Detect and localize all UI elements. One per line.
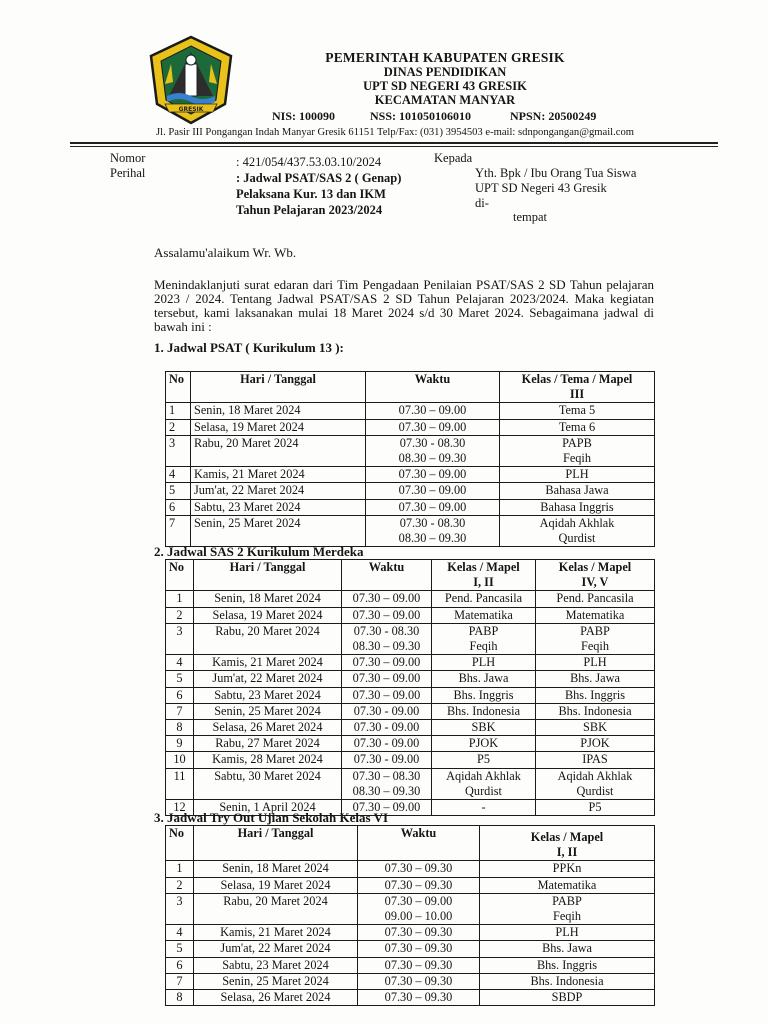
cell-line: 07.30 – 09.00 bbox=[352, 687, 421, 702]
row-subject bbox=[480, 893, 655, 924]
row-date: Senin, 25 Maret 2024 bbox=[194, 973, 358, 989]
row-subject-class-4-5 bbox=[536, 736, 655, 752]
cell-line: 07.30 – 09.30 bbox=[384, 877, 453, 892]
row-subject-class-4-5 bbox=[536, 768, 655, 799]
row-subject-class-1-2 bbox=[432, 752, 536, 768]
cell-line: 08.30 – 09.30 bbox=[398, 531, 467, 546]
table-row bbox=[166, 990, 655, 1006]
cell-line: 07.30 – 09.00 bbox=[352, 607, 421, 622]
cell-line: Matematika bbox=[565, 607, 625, 622]
row-time bbox=[358, 973, 480, 989]
tryout-table-body bbox=[166, 861, 655, 1006]
cell-line: 07.30 – 09.00 bbox=[384, 893, 453, 908]
cell-line: IPAS bbox=[582, 752, 608, 767]
row-date: Selasa, 19 Maret 2024 bbox=[194, 877, 358, 893]
row-number: 7 bbox=[166, 515, 191, 546]
recipient-line1: Yth. Bpk / Ibu Orang Tua Siswa bbox=[475, 166, 637, 180]
row-date: Kamis, 21 Maret 2024 bbox=[194, 655, 342, 671]
cell-line: 07.30 - 08.30 bbox=[399, 435, 466, 450]
sas-col-subject-a: Kelas / Mapel bbox=[432, 560, 536, 576]
greeting: Assalamu'alaikum Wr. Wb. bbox=[154, 245, 297, 260]
cell-line: Pend. Pancasila bbox=[444, 591, 523, 606]
perihal-line3: Tahun Pelajaran 2023/2024 bbox=[236, 203, 383, 217]
table-row bbox=[166, 925, 655, 941]
row-time bbox=[358, 861, 480, 877]
row-time bbox=[358, 990, 480, 1006]
table-row bbox=[166, 877, 655, 893]
table-row bbox=[166, 861, 655, 877]
letterhead bbox=[240, 51, 650, 107]
row-subject bbox=[480, 877, 655, 893]
psat-table bbox=[165, 371, 655, 547]
row-number: 6 bbox=[166, 499, 191, 515]
perihal-line1: : Jadwal PSAT/SAS 2 ( Genap) bbox=[236, 171, 402, 185]
row-subject bbox=[480, 990, 655, 1006]
cell-line: 08.30 – 09.30 bbox=[352, 639, 421, 654]
row-number: 8 bbox=[166, 990, 194, 1006]
perihal-line2: Pelaksana Kur. 13 dan IKM bbox=[236, 187, 386, 201]
sas-col-no: No bbox=[166, 560, 194, 591]
cell-line: 07.30 – 09.00 bbox=[352, 591, 421, 606]
row-subject-class-4-5 bbox=[536, 687, 655, 703]
cell-line: PABP bbox=[468, 623, 499, 638]
row-time bbox=[342, 752, 432, 768]
cell-line: 07.30 – 09.00 bbox=[352, 671, 421, 686]
row-number: 1 bbox=[166, 861, 194, 877]
cell-line: 07.30 – 09.00 bbox=[398, 419, 467, 434]
cell-line: 07.30 - 08.30 bbox=[399, 515, 466, 530]
table-row bbox=[166, 435, 655, 466]
row-subject-class-1-2 bbox=[432, 591, 536, 607]
cell-line: Aqidah Akhlak bbox=[557, 768, 633, 783]
row-number: 1 bbox=[166, 403, 191, 419]
recipient-line2: UPT SD Negeri 43 Gresik bbox=[475, 181, 607, 195]
npsn: NPSN: 20500249 bbox=[510, 109, 597, 123]
psat-col-subject-class: III bbox=[500, 387, 655, 403]
row-number: 7 bbox=[166, 703, 194, 719]
row-time bbox=[342, 671, 432, 687]
row-subject-class-1-2 bbox=[432, 671, 536, 687]
row-number: 3 bbox=[166, 623, 194, 654]
table-row bbox=[166, 483, 655, 499]
cell-line: 07.30 - 09.00 bbox=[353, 703, 420, 718]
row-date: Sabtu, 23 Maret 2024 bbox=[194, 687, 342, 703]
cell-line: Pend. Pancasila bbox=[556, 591, 634, 606]
row-date: Rabu, 20 Maret 2024 bbox=[191, 435, 366, 466]
nis: NIS: 100090 bbox=[272, 109, 336, 123]
sas-col-day: Hari / Tanggal bbox=[194, 560, 342, 591]
sas-table-body bbox=[166, 591, 655, 816]
table-row bbox=[166, 515, 655, 546]
cell-line: Feqih bbox=[562, 451, 591, 466]
table-row bbox=[166, 720, 655, 736]
row-subject bbox=[500, 515, 655, 546]
row-subject-class-4-5 bbox=[536, 623, 655, 654]
cell-line: Bhs. Indonesia bbox=[558, 703, 632, 718]
nss: NSS: 101050106010 bbox=[370, 109, 472, 123]
row-date: Senin, 18 Maret 2024 bbox=[191, 403, 366, 419]
row-subject bbox=[480, 861, 655, 877]
cell-line: Bahasa Jawa bbox=[545, 483, 609, 498]
row-time bbox=[342, 623, 432, 654]
row-date: Rabu, 20 Maret 2024 bbox=[194, 893, 358, 924]
row-date: Sabtu, 30 Maret 2024 bbox=[194, 768, 342, 799]
row-time bbox=[342, 720, 432, 736]
row-subject bbox=[500, 403, 655, 419]
psat-col-day: Hari / Tanggal bbox=[191, 372, 366, 403]
psat-header-row bbox=[166, 372, 655, 388]
tryout-col-time: Waktu bbox=[358, 826, 480, 861]
cell-line: Bhs. Inggris bbox=[564, 687, 626, 702]
row-subject-class-1-2 bbox=[432, 736, 536, 752]
cell-line: Qurdist bbox=[576, 783, 614, 798]
row-time bbox=[342, 607, 432, 623]
cell-line: 07.30 – 09.00 bbox=[352, 655, 421, 670]
row-number: 3 bbox=[166, 893, 194, 924]
intro-paragraph: Menindaklanjuti surat edaran dari Tim Pengadaan Penilaian PSAT/SAS 2 SD Tahun pelajaran 2023 / 2024. Tentang Jadwal PSAT/SAS 2 SD Tahun Pelajaran 2023/2024. Maka kegiatan tersebut, kami laksanakan mulai 18 Maret 2024 s/d 30 Maret 2024. Sebagaimana jadwal di bawah ini : bbox=[154, 277, 654, 334]
table-row bbox=[166, 499, 655, 515]
cell-line: 07.30 – 09.30 bbox=[384, 990, 453, 1005]
cell-line: Tema 6 bbox=[558, 419, 596, 434]
cell-line: PABP bbox=[580, 623, 610, 638]
psat-col-no: No bbox=[166, 372, 191, 403]
cell-line: 07.30 - 08.30 bbox=[353, 623, 420, 638]
row-subject-class-1-2 bbox=[432, 623, 536, 654]
row-number: 7 bbox=[166, 973, 194, 989]
row-number: 6 bbox=[166, 957, 194, 973]
row-number: 1 bbox=[166, 591, 194, 607]
sas-title: 2. Jadwal SAS 2 Kurikulum Merdeka bbox=[154, 544, 364, 559]
row-time bbox=[342, 768, 432, 799]
tryout-col-subject-class: I, II bbox=[480, 845, 655, 861]
cell-line: PABP bbox=[552, 893, 582, 908]
cell-line: Bhs. Inggris bbox=[453, 687, 514, 702]
row-subject-class-1-2 bbox=[432, 768, 536, 799]
cell-line: P5 bbox=[588, 800, 602, 815]
row-number: 5 bbox=[166, 671, 194, 687]
row-number: 4 bbox=[166, 925, 194, 941]
nomor-value: : 421/054/437.53.03.10/2024 bbox=[236, 155, 382, 169]
gresik-regency-logo bbox=[143, 34, 239, 126]
table-row bbox=[166, 607, 655, 623]
table-row bbox=[166, 957, 655, 973]
cell-line: 07.30 – 09.00 bbox=[398, 483, 467, 498]
cell-line: Tema 5 bbox=[558, 403, 596, 418]
table-row bbox=[166, 655, 655, 671]
row-date: Selasa, 19 Maret 2024 bbox=[194, 607, 342, 623]
row-time bbox=[358, 877, 480, 893]
cell-line: - bbox=[481, 800, 486, 815]
row-date: Jum'at, 22 Maret 2024 bbox=[191, 483, 366, 499]
cell-line: Bhs. Jawa bbox=[458, 671, 509, 686]
cell-line: 07.30 - 09.00 bbox=[353, 752, 420, 767]
cell-line: PJOK bbox=[468, 736, 499, 751]
cell-line: 07.30 – 09.30 bbox=[384, 941, 453, 956]
row-number: 4 bbox=[166, 467, 191, 483]
sas-table bbox=[165, 559, 655, 816]
row-time bbox=[342, 591, 432, 607]
cell-line: 07.30 – 09.30 bbox=[384, 957, 453, 972]
svg-text:GRESIK: GRESIK bbox=[178, 106, 204, 113]
cell-line: PLH bbox=[583, 655, 607, 670]
table-row bbox=[166, 941, 655, 957]
row-date: Rabu, 27 Maret 2024 bbox=[194, 736, 342, 752]
cell-line: Bhs. Indonesia bbox=[446, 703, 521, 718]
cell-line: Feqih bbox=[552, 909, 581, 924]
row-number: 5 bbox=[166, 483, 191, 499]
row-subject-class-4-5 bbox=[536, 607, 655, 623]
table-row bbox=[166, 703, 655, 719]
row-subject bbox=[480, 957, 655, 973]
row-subject-class-4-5 bbox=[536, 655, 655, 671]
row-date: Selasa, 19 Maret 2024 bbox=[191, 419, 366, 435]
table-row bbox=[166, 768, 655, 799]
row-subject bbox=[480, 973, 655, 989]
row-time bbox=[366, 467, 500, 483]
cell-line: SBK bbox=[583, 720, 607, 735]
row-subject-class-1-2 bbox=[432, 687, 536, 703]
cell-line: 07.30 – 09.00 bbox=[398, 403, 467, 418]
row-time bbox=[342, 736, 432, 752]
cell-line: P5 bbox=[477, 752, 490, 767]
cell-line: 07.30 – 09.30 bbox=[384, 861, 453, 876]
psat-table-body bbox=[166, 403, 655, 547]
letterhead-line1: PEMERINTAH KABUPATEN GRESIK bbox=[325, 50, 565, 65]
row-number: 4 bbox=[166, 655, 194, 671]
row-number: 11 bbox=[166, 768, 194, 799]
letterhead-line2: DINAS PENDIDIKAN bbox=[383, 65, 507, 79]
row-date: Senin, 18 Maret 2024 bbox=[194, 591, 342, 607]
table-row bbox=[166, 752, 655, 768]
table-row bbox=[166, 973, 655, 989]
letterhead-line3: UPT SD NEGERI 43 GRESIK bbox=[363, 79, 527, 93]
table-row bbox=[166, 591, 655, 607]
cell-line: Matematika bbox=[454, 607, 513, 622]
cell-line: 07.30 – 08.30 bbox=[352, 768, 421, 783]
row-date: Rabu, 20 Maret 2024 bbox=[194, 623, 342, 654]
row-subject-class-1-2 bbox=[432, 607, 536, 623]
sas-col-time: Waktu bbox=[342, 560, 432, 591]
table-row bbox=[166, 623, 655, 654]
cell-line: Feqih bbox=[580, 639, 609, 654]
row-time bbox=[358, 925, 480, 941]
row-date: Kamis, 28 Maret 2024 bbox=[194, 752, 342, 768]
nomor-label: Nomor bbox=[110, 151, 146, 165]
cell-line: PLH bbox=[565, 467, 589, 482]
tryout-col-day: Hari / Tanggal bbox=[194, 826, 358, 861]
cell-line: 07.30 - 09.00 bbox=[353, 736, 420, 751]
row-subject-class-1-2 bbox=[432, 703, 536, 719]
cell-line: PPKn bbox=[552, 861, 582, 876]
row-subject bbox=[500, 499, 655, 515]
row-number: 12 bbox=[166, 800, 194, 816]
cell-line: PLH bbox=[471, 655, 496, 670]
row-date: Jum'at, 22 Maret 2024 bbox=[194, 941, 358, 957]
row-time bbox=[342, 687, 432, 703]
table-row bbox=[166, 736, 655, 752]
row-subject-class-1-2 bbox=[432, 720, 536, 736]
psat-title: 1. Jadwal PSAT ( Kurikulum 13 ): bbox=[154, 340, 344, 355]
tryout-col-subject: Kelas / Mapel bbox=[480, 826, 655, 846]
cell-line: Bhs. Jawa bbox=[570, 671, 620, 686]
row-subject bbox=[480, 925, 655, 941]
row-time bbox=[358, 893, 480, 924]
row-number: 10 bbox=[166, 752, 194, 768]
row-time bbox=[366, 403, 500, 419]
row-date: Selasa, 26 Maret 2024 bbox=[194, 990, 358, 1006]
row-time bbox=[358, 957, 480, 973]
row-date: Senin, 18 Maret 2024 bbox=[194, 861, 358, 877]
cell-line: 07.30 – 09.30 bbox=[384, 925, 453, 940]
row-time bbox=[366, 419, 500, 435]
row-number: 8 bbox=[166, 720, 194, 736]
row-subject bbox=[500, 483, 655, 499]
header-divider-thin bbox=[70, 146, 718, 147]
row-subject bbox=[500, 435, 655, 466]
row-subject-class-1-2 bbox=[432, 800, 536, 816]
cell-line: Bhs. Inggris bbox=[536, 957, 598, 972]
row-subject-class-4-5 bbox=[536, 720, 655, 736]
cell-line: 07.30 – 09.00 bbox=[398, 499, 467, 514]
row-time bbox=[366, 483, 500, 499]
recipient-line4: tempat bbox=[513, 210, 548, 224]
row-subject bbox=[500, 419, 655, 435]
cell-line: 08.30 – 09.30 bbox=[352, 783, 421, 798]
cell-line: PJOK bbox=[580, 736, 610, 751]
row-time bbox=[366, 515, 500, 546]
psat-col-subject: Kelas / Tema / Mapel bbox=[500, 372, 655, 388]
row-subject bbox=[500, 467, 655, 483]
cell-line: Feqih bbox=[469, 639, 498, 654]
cell-line: Aqidah Akhlak bbox=[539, 515, 615, 530]
row-number: 2 bbox=[166, 607, 194, 623]
row-subject-class-4-5 bbox=[536, 703, 655, 719]
tryout-title: 3. Jadwal Try Out Ujian Sekolah Kelas VI bbox=[154, 810, 389, 825]
cell-line: 09.00 – 10.00 bbox=[384, 909, 453, 924]
row-number: 6 bbox=[166, 687, 194, 703]
row-date: Sabtu, 23 Maret 2024 bbox=[194, 957, 358, 973]
row-date: Jum'at, 22 Maret 2024 bbox=[194, 671, 342, 687]
header-divider-thick bbox=[70, 142, 718, 144]
table-row bbox=[166, 419, 655, 435]
row-time bbox=[342, 655, 432, 671]
row-time bbox=[342, 703, 432, 719]
kepada-label: Kepada bbox=[434, 151, 473, 165]
cell-line: Qurdist bbox=[558, 531, 596, 546]
cell-line: 07.30 – 09.00 bbox=[398, 467, 467, 482]
tryout-table bbox=[165, 825, 655, 1006]
row-date: Kamis, 21 Maret 2024 bbox=[191, 467, 366, 483]
cell-line: SBK bbox=[471, 720, 496, 735]
cell-line: Bahasa Inggris bbox=[540, 499, 614, 514]
table-row bbox=[166, 467, 655, 483]
row-subject-class-4-5 bbox=[536, 591, 655, 607]
tryout-col-no: No bbox=[166, 826, 194, 861]
cell-line: 08.30 – 09.30 bbox=[398, 451, 467, 466]
cell-line: SBDP bbox=[551, 990, 583, 1005]
sas-col-subject-b: Kelas / Mapel bbox=[536, 560, 655, 576]
row-date: Kamis, 21 Maret 2024 bbox=[194, 925, 358, 941]
row-number: 9 bbox=[166, 736, 194, 752]
row-time bbox=[366, 435, 500, 466]
cell-line: Bhs. Jawa bbox=[542, 941, 592, 956]
row-number: 5 bbox=[166, 941, 194, 957]
cell-line: PAPB bbox=[562, 435, 592, 450]
table-row bbox=[166, 671, 655, 687]
row-number: 2 bbox=[166, 877, 194, 893]
cell-line: Qurdist bbox=[465, 783, 502, 798]
cell-line: PLH bbox=[555, 925, 579, 940]
perihal-label: Perihal bbox=[110, 166, 146, 180]
sas-col-subject-b-class: IV, V bbox=[536, 575, 655, 591]
table-row bbox=[166, 403, 655, 419]
table-row bbox=[166, 687, 655, 703]
cell-line: 07.30 - 09.00 bbox=[353, 720, 420, 735]
cell-line: 07.30 – 09.30 bbox=[384, 973, 453, 988]
row-number: 2 bbox=[166, 419, 191, 435]
sas-col-subject-a-class: I, II bbox=[432, 575, 536, 591]
cell-line: Bhs. Indonesia bbox=[530, 973, 604, 988]
cell-line: Aqidah Akhlak bbox=[446, 768, 521, 783]
recipient-line3: di- bbox=[475, 196, 489, 210]
row-subject-class-4-5 bbox=[536, 800, 655, 816]
row-time bbox=[358, 941, 480, 957]
row-time bbox=[366, 499, 500, 515]
row-subject-class-1-2 bbox=[432, 655, 536, 671]
row-date: Selasa, 26 Maret 2024 bbox=[194, 720, 342, 736]
cell-line: 07.30 – 09.00 bbox=[352, 800, 421, 815]
row-number: 3 bbox=[166, 435, 191, 466]
table-row bbox=[166, 893, 655, 924]
row-subject-class-4-5 bbox=[536, 752, 655, 768]
cell-line: Matematika bbox=[537, 877, 597, 892]
row-subject bbox=[480, 941, 655, 957]
psat-col-time: Waktu bbox=[366, 372, 500, 403]
row-date: Senin, 25 Maret 2024 bbox=[191, 515, 366, 546]
school-address: Jl. Pasir III Pongangan Indah Manyar Gresik 61151 Telp/Fax: (031) 3954503 e-mail: sdnpongangan@gmail.com bbox=[156, 127, 634, 138]
letterhead-line4: KECAMATAN MANYAR bbox=[374, 93, 516, 107]
row-date: Sabtu, 23 Maret 2024 bbox=[191, 499, 366, 515]
row-date: Senin, 1 April 2024 bbox=[194, 800, 342, 816]
row-date: Senin, 25 Maret 2024 bbox=[194, 703, 342, 719]
row-subject-class-4-5 bbox=[536, 671, 655, 687]
